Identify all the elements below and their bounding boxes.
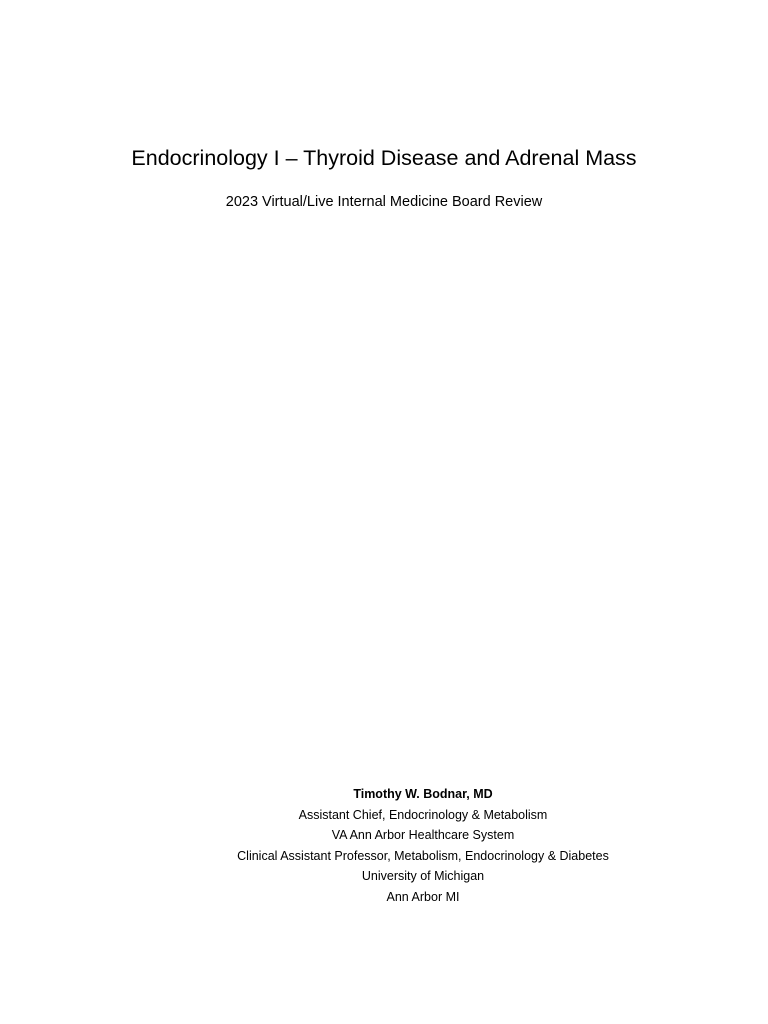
author-name: Timothy W. Bodnar, MD	[353, 787, 493, 801]
author-affiliation-line: Assistant Chief, Endocrinology & Metabolism	[298, 807, 548, 822]
author-block	[0, 784, 768, 907]
document-subtitle: 2023 Virtual/Live Internal Medicine Board Review	[225, 194, 543, 210]
author-affiliation-line: Ann Arbor MI	[386, 889, 460, 904]
author-affiliation-line: VA Ann Arbor Healthcare System	[331, 828, 515, 842]
author-affiliation-line: Clinical Assistant Professor, Metabolism, Endocrinology & Diabetes	[237, 848, 609, 863]
document-title: Endocrinology I – Thyroid Disease and Adrenal Mass	[131, 146, 637, 170]
author-affiliation-line: University of Michigan	[361, 869, 485, 883]
